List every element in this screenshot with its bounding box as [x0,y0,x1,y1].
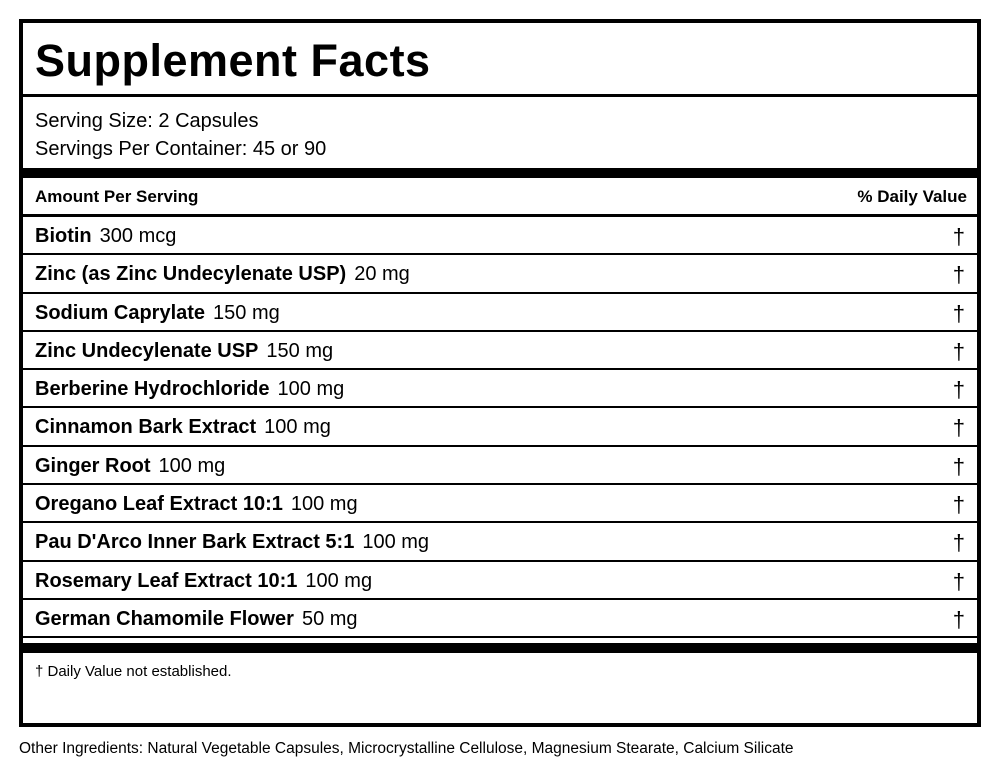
column-header-row [23,178,977,217]
ingredient-name: Berberine Hydrochloride [35,378,270,401]
amount-per-serving-label: Amount Per Serving [35,187,199,206]
dagger-symbol: † [952,224,965,249]
ingredient-amount: 100 mg [277,378,345,401]
ingredient-name: German Chamomile Flower [35,607,294,630]
daily-value-label: % Daily Value [857,187,967,206]
dagger-symbol: † [952,606,965,632]
dagger-symbol: † [952,530,965,556]
servings-per-container: Servings Per Container: 45 or 90 [35,138,327,160]
thick-divider-top [23,168,977,178]
title-section [23,23,977,97]
ingredient-name: Zinc Undecylenate USP [35,339,259,362]
thick-divider-bottom [23,643,977,653]
dagger-symbol: † [952,262,965,288]
ingredient-amount: 100 mg [264,416,331,439]
ingredient-row [23,523,977,561]
supplement-facts-panel [19,19,981,727]
dagger-symbol: † [952,492,965,518]
ingredient-row [23,562,977,600]
dagger-symbol: † [952,568,965,594]
ingredient-amount: 100 mg [158,454,226,477]
ingredient-row [23,485,977,523]
ingredient-amount: 50 mg [301,607,358,630]
ingredient-name: Sodium Caprylate [35,301,206,324]
serving-size: Serving Size: 2 Capsules [35,110,259,132]
ingredient-name: Ginger Root [35,454,151,477]
ingredient-amount: 20 mg [354,263,410,286]
ingredient-row [23,408,977,446]
ingredient-name: Oregano Leaf Extract 10:1 [35,493,283,516]
ingredient-list [23,217,977,638]
other-ingredients: Other Ingredients: Natural Vegetable Capsules, Microcrystalline Cellulose, Magnesium Stearate, Calcium Silicate [19,740,794,757]
dagger-symbol: † [952,415,965,441]
ingredient-row [23,447,977,485]
ingredient-row [23,332,977,370]
ingredient-amount: 150 mg [213,301,280,324]
ingredient-name: Pau D'Arco Inner Bark Extract 5:1 [35,531,355,554]
dagger-symbol: † [952,338,965,364]
ingredient-amount: 150 mg [266,339,334,362]
serving-info [35,107,326,163]
dagger-symbol: † [952,377,965,403]
ingredient-amount: 100 mg [305,569,373,592]
ingredient-amount: 100 mg [362,531,430,554]
ingredient-amount: 100 mg [290,493,358,516]
ingredient-name: Zinc (as Zinc Undecylenate USP) [35,263,347,286]
ingredient-name: Cinnamon Bark Extract [35,416,257,439]
ingredient-row [23,294,977,332]
ingredient-row [23,217,977,255]
ingredient-amount: 300 mcg [99,225,177,247]
panel-title: Supplement Facts [35,35,431,86]
dagger-symbol: † [952,300,965,326]
ingredient-name: Biotin [35,225,92,247]
dagger-symbol: † [952,453,965,479]
daily-value-footnote: † Daily Value not established. [35,663,232,680]
ingredient-name: Rosemary Leaf Extract 10:1 [35,569,298,592]
ingredient-row [23,370,977,408]
ingredient-row [23,600,977,638]
ingredient-row [23,255,977,293]
